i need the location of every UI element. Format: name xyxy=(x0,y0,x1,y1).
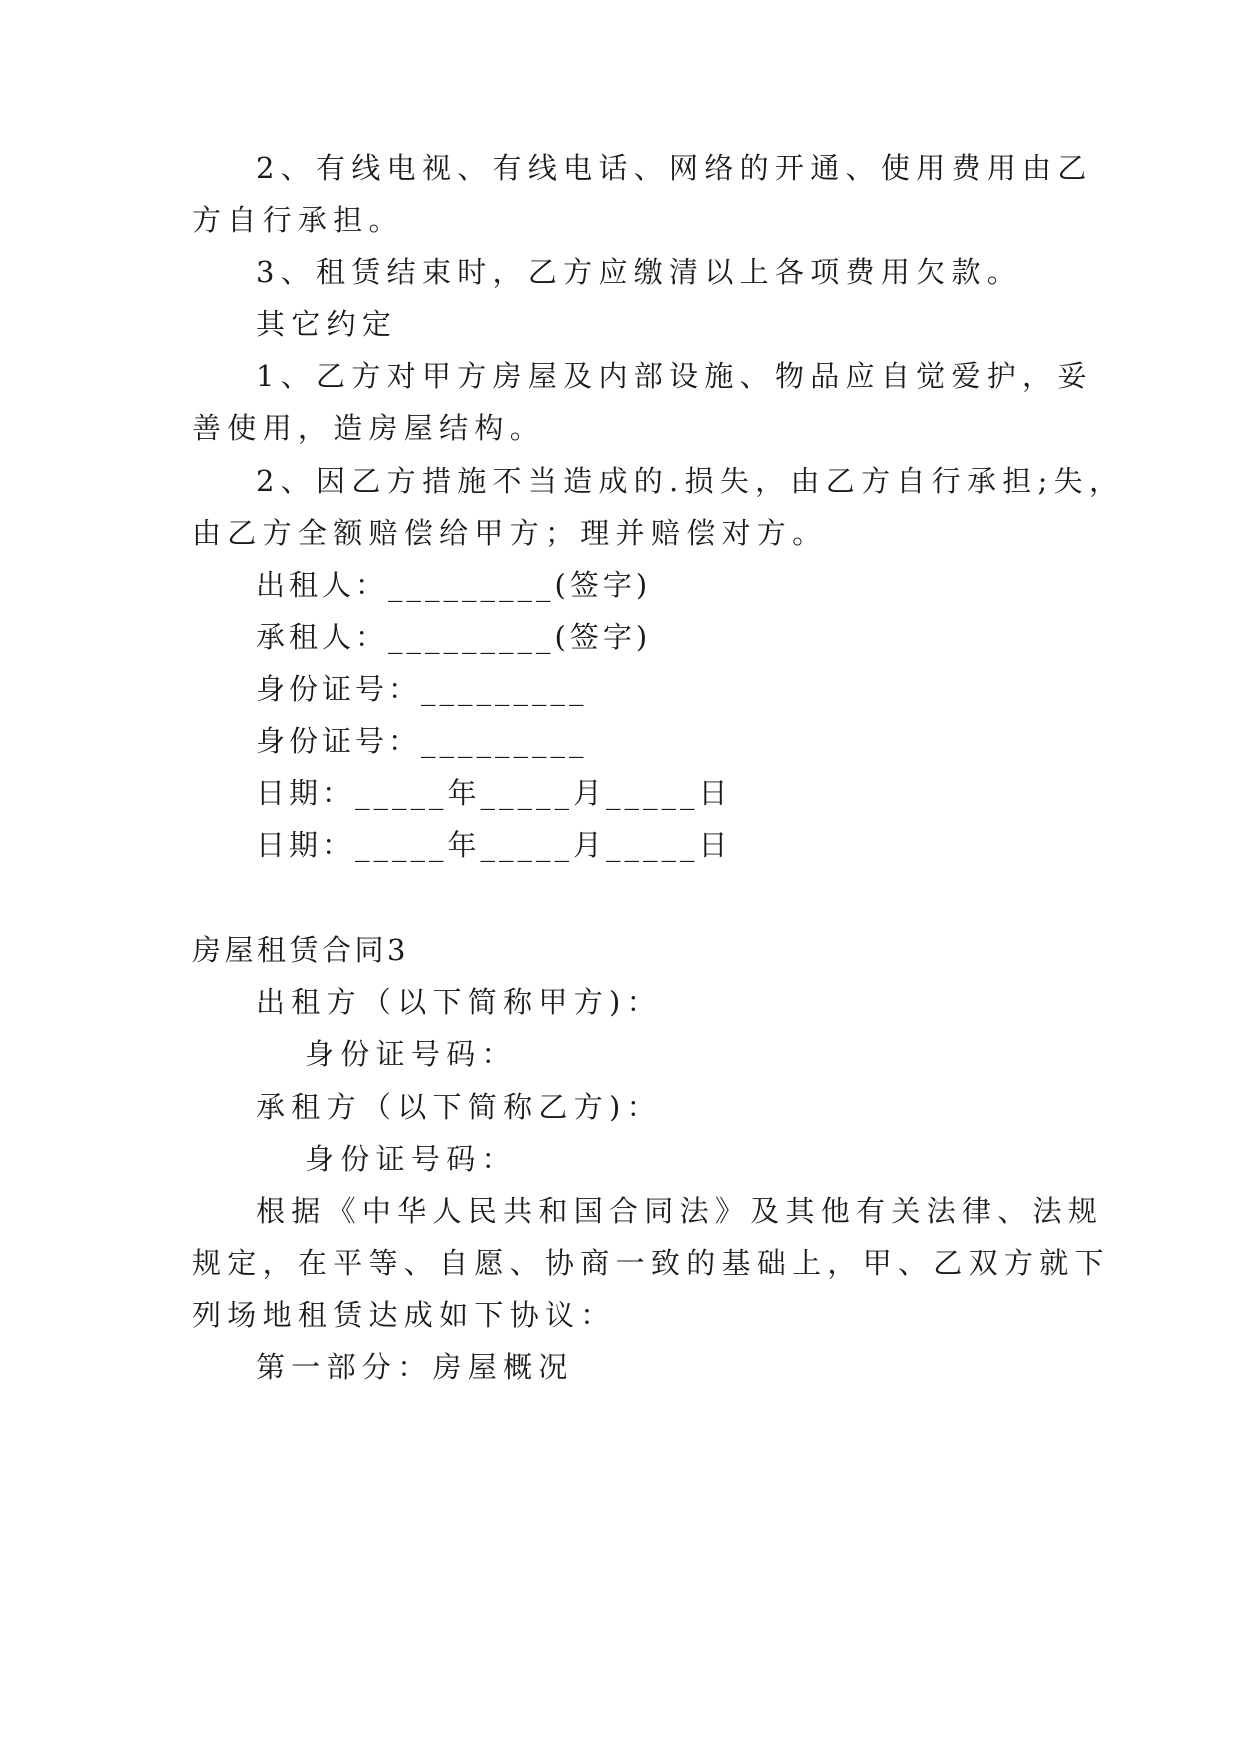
preamble-line-2: 规定，在平等、自愿、协商一致的基础上，甲、乙双方就下 xyxy=(192,1246,1110,1280)
clause-utilities-2-line-1: 2、有线电视、有线电话、网络的开通、使用费用由乙 xyxy=(256,151,1093,185)
clause-other-2-line-1: 2、因乙方措施不当造成的.损失，由乙方自行承担;失， xyxy=(256,464,1125,498)
lessor-id-line: 身份证号码： xyxy=(305,1037,517,1071)
preamble-line-1: 根据《中华人民共和国合同法》及其他有关法律、法规 xyxy=(256,1194,1104,1228)
date-line-1: 日期：_____年_____月_____日 xyxy=(256,776,732,810)
date-line-2: 日期：_____年_____月_____日 xyxy=(256,828,732,862)
lessee-signature-line: 承租人：_________(签字) xyxy=(256,620,652,654)
contract-title: 房屋租赁合同3 xyxy=(192,933,409,967)
clause-utilities-2-line-2: 方自行承担。 xyxy=(192,203,404,237)
clause-other-1-line-1: 1、乙方对甲方房屋及内部设施、物品应自觉爱护，妥 xyxy=(256,359,1093,393)
lessee-id-line: 身份证号码： xyxy=(305,1142,517,1176)
lessor-signature-line: 出租人：_________(签字) xyxy=(256,568,652,602)
id-number-line-2: 身份证号：_________ xyxy=(256,724,588,758)
lessor-party-line: 出租方（以下简称甲方)： xyxy=(256,985,662,1019)
clause-other-2-line-2: 由乙方全额赔偿给甲方；理并赔偿对方。 xyxy=(192,516,828,550)
clause-utilities-3: 3、租赁结束时，乙方应缴清以上各项费用欠款。 xyxy=(256,255,1023,289)
part-one-heading: 第一部分：房屋概况 xyxy=(256,1350,574,1384)
id-number-line-1: 身份证号：_________ xyxy=(256,672,588,706)
lessee-party-line: 承租方（以下简称乙方)： xyxy=(256,1090,662,1124)
preamble-line-3: 列场地租赁达成如下协议： xyxy=(192,1298,616,1332)
clause-other-1-line-2: 善使用，造房屋结构。 xyxy=(192,411,546,445)
section-other-agreements: 其它约定 xyxy=(256,307,398,341)
